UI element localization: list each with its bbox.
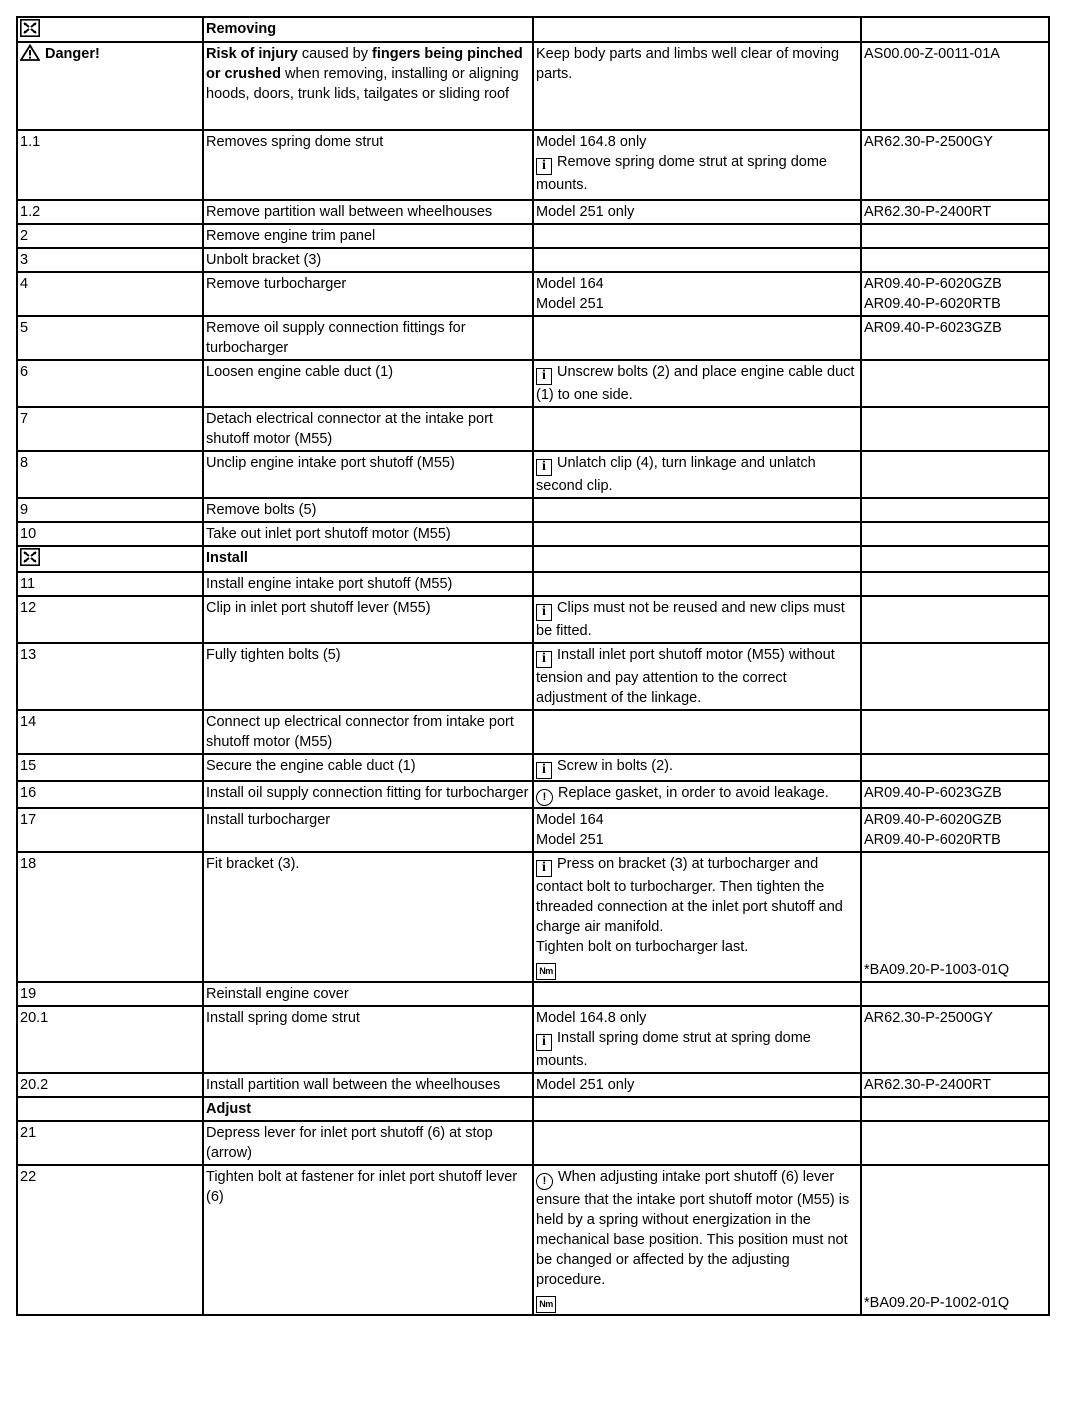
torque-icon: Nm (536, 963, 556, 980)
info-icon: i (536, 860, 552, 877)
table-row: 10 Take out inlet port shutoff motor (M55) (17, 522, 1049, 546)
procedure-table (16, 16, 1050, 1316)
reference-link[interactable]: AR09.40-P-6020RTB (864, 832, 1001, 848)
danger-text: Risk of injury caused by fingers being pinched or crushed when removing, installing or aligning hoods, doors, trunk lids, tailgates or sliding roof (203, 42, 533, 130)
table-row: 21 Depress lever for inlet port shutoff (6) at stop (arrow) (17, 1121, 1049, 1165)
reference-link[interactable]: AR09.40-P-6020GZB (864, 812, 1002, 828)
info-icon: i (536, 604, 552, 621)
warning-triangle-icon (20, 44, 40, 61)
reference-link[interactable]: *BA09.20-P-1002-01Q (861, 1165, 1049, 1315)
caution-icon: ! (536, 1173, 553, 1190)
info-icon: i (536, 1034, 552, 1051)
info-icon: i (536, 651, 552, 668)
table-row: 15 Secure the engine cable duct (1) i Screw in bolts (2). (17, 754, 1049, 781)
info-icon: i (536, 368, 552, 385)
section-row-removing (17, 17, 1049, 42)
danger-row (17, 42, 1049, 130)
table-row: 1.2 Remove partition wall between wheelhouses Model 251 only AR62.30-P-2400RT (17, 200, 1049, 224)
caution-icon: ! (536, 789, 553, 806)
reference-link[interactable]: AR62.30-P-2400RT (861, 1073, 1049, 1097)
danger-ref: AS00.00-Z-0011-01A (861, 42, 1049, 130)
table-row: 3 Unbolt bracket (3) (17, 248, 1049, 272)
table-row: 2 Remove engine trim panel (17, 224, 1049, 248)
table-row: 12 Clip in inlet port shutoff lever (M55) i Clips must not be reused and new clips must be fitted. (17, 596, 1049, 643)
reference-link[interactable]: *BA09.20-P-1003-01Q (861, 852, 1049, 982)
reference-link[interactable]: AR09.40-P-6020RTB (864, 296, 1001, 312)
danger-note: Keep body parts and limbs well clear of moving parts. (533, 42, 861, 130)
table-row: 5 Remove oil supply connection fittings for turbocharger AR09.40-P-6023GZB (17, 316, 1049, 360)
removing-symbol-icon (20, 19, 40, 37)
table-row: 1.1 Removes spring dome strut Model 164.8 only i Remove spring dome strut at spring dome mounts. AR62.30-P-2500GY (17, 130, 1049, 200)
section-title-install: Install (203, 546, 533, 572)
reference-link[interactable]: AR62.30-P-2500GY (861, 1006, 1049, 1073)
reference-link[interactable]: AR62.30-P-2400RT (861, 200, 1049, 224)
table-row: 22 Tighten bolt at fastener for inlet port shutoff lever (6) ! When adjusting intake port shutoff (6) lever ensure that the intake port shutoff motor (M55) is held by a spring without energization in the mechanical base position. This position must not be changed or affected by the adjusting procedure. Nm *BA09.20-P-1002-01Q (17, 1165, 1049, 1315)
reference-link[interactable]: AR09.40-P-6023GZB (861, 781, 1049, 808)
table-row: 16 Install oil supply connection fitting for turbocharger ! Replace gasket, in order to avoid leakage. AR09.40-P-6023GZB (17, 781, 1049, 808)
danger-label: Danger! (45, 46, 100, 62)
table-row: 11 Install engine intake port shutoff (M55) (17, 572, 1049, 596)
reference-link[interactable]: AR09.40-P-6023GZB (861, 316, 1049, 360)
table-row: 18 Fit bracket (3). i Press on bracket (3) at turbocharger and contact bolt to turbocharger. Then tighten the threaded connection at the inlet port shutoff and charge air manifold. Tighten bolt on turbocharger last. Nm *BA09.20-P-1003-01Q (17, 852, 1049, 982)
table-row: 7 Detach electrical connector at the intake port shutoff motor (M55) (17, 407, 1049, 451)
reference-link[interactable]: AR62.30-P-2500GY (861, 130, 1049, 200)
table-row: 19 Reinstall engine cover (17, 982, 1049, 1006)
table-row: 9 Remove bolts (5) (17, 498, 1049, 522)
table-row: 13 Fully tighten bolts (5) i Install inlet port shutoff motor (M55) without tension and pay attention to the correct adjustment of the linkage. (17, 643, 1049, 710)
install-symbol-icon (20, 548, 40, 566)
table-row: 6 Loosen engine cable duct (1) i Unscrew bolts (2) and place engine cable duct (1) to one side. (17, 360, 1049, 407)
section-row-install (17, 546, 1049, 572)
table-row: 20.1 Install spring dome strut Model 164.8 only i Install spring dome strut at spring dome mounts. AR62.30-P-2500GY (17, 1006, 1049, 1073)
table-row: 14 Connect up electrical connector from intake port shutoff motor (M55) (17, 710, 1049, 754)
torque-icon: Nm (536, 1296, 556, 1313)
info-icon: i (536, 762, 552, 779)
table-row: 17 Install turbocharger Model 164 Model 251 AR09.40-P-6020GZB AR09.40-P-6020RTB (17, 808, 1049, 852)
table-row: 4 Remove turbocharger Model 164 Model 251 AR09.40-P-6020GZB AR09.40-P-6020RTB (17, 272, 1049, 316)
info-icon: i (536, 158, 552, 175)
table-row: 20.2 Install partition wall between the wheelhouses Model 251 only AR62.30-P-2400RT (17, 1073, 1049, 1097)
info-icon: i (536, 459, 552, 476)
section-row-adjust (17, 1097, 1049, 1121)
table-row: 8 Unclip engine intake port shutoff (M55) i Unlatch clip (4), turn linkage and unlatch second clip. (17, 451, 1049, 498)
section-title-removing: Removing (203, 17, 533, 42)
section-title-adjust: Adjust (203, 1097, 533, 1121)
reference-link[interactable]: AR09.40-P-6020GZB (864, 276, 1002, 292)
